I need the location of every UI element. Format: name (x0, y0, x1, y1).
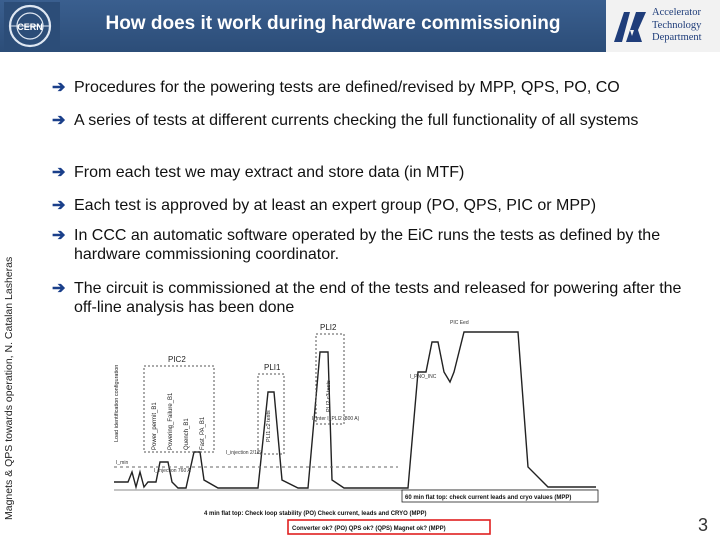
cern-logo-text: CERN (17, 22, 43, 32)
bullet-text: Each test is approved by at least an expert group (PO, QPS, PIC or MPP) (74, 197, 597, 214)
bullet-text: In CCC an automatic software operated by the EiC runs the tests as defined by the hardware commissioning coordinator. (74, 227, 661, 263)
injection-current-label: I_injection 2/1/5 (226, 450, 262, 456)
intermediate-current-label: I_inter I_PLI2 (800 A) (312, 416, 360, 422)
bullet-text: Procedures for the powering tests are defined/revised by MPP, QPS, PO, CO (74, 79, 620, 96)
bullet-text: The circuit is commissioned at the end of the tests and released for powering after the off-line analysis has been done (74, 280, 682, 316)
department-name (652, 7, 718, 45)
department-logo-icon (612, 8, 648, 44)
side-footnote: Magnets & QPS towards operation, N. Catalan Lasheras (3, 256, 15, 520)
right-arrow-icon: ➔ (52, 227, 66, 244)
department-line: Technology (652, 19, 702, 31)
right-arrow-icon: ➔ (52, 112, 66, 129)
slide-title: How does it work during hardware commissioning (105, 13, 561, 34)
right-arrow-icon: ➔ (52, 197, 66, 214)
bullet-text: From each test we may extract and store data (in MTF) (74, 164, 465, 181)
pic2-label: PIC2 (168, 355, 186, 364)
pli1-test-label: PLI1.c2 tests (266, 410, 272, 442)
pli2-test-label: PLI2.c3 tests (326, 380, 332, 412)
load-ident-label: Load identification configuration (114, 364, 120, 442)
current-profile-line (114, 332, 596, 488)
pli2-label: PLI2 (320, 323, 337, 332)
bullet-text: A series of tests at different currents checking the full functionality of all systems (74, 112, 639, 129)
fast-pa-label: Fast_PA_B1 (200, 416, 206, 450)
flat-top-note: 4 min flat top: Check loop stability (PO) Check current, leads and CRYO (MPP) (204, 511, 427, 517)
powering-failure-label: Powering_Failure_B1 (168, 392, 174, 450)
min-current-label: I_min (116, 460, 129, 466)
bullet-item (52, 163, 702, 182)
right-arrow-icon: ➔ (52, 79, 66, 96)
bullet-item (52, 196, 702, 215)
quench-label: Quench_B1 (184, 418, 190, 450)
department-logo (606, 0, 720, 52)
department-line: Department (652, 32, 702, 43)
powering-cycle-diagram (108, 312, 604, 540)
power-permit-label: Power_permit_B1 (152, 402, 158, 450)
page-number: 3 (697, 515, 708, 535)
pic-eed-label: PIC Eed (450, 320, 469, 326)
pli1-label: PLI1 (264, 363, 281, 372)
right-arrow-icon: ➔ (52, 164, 66, 181)
powering-cycle-figure (108, 312, 604, 540)
slide-header (0, 0, 720, 52)
department-line: Accelerator (652, 7, 701, 18)
plateau-note: 60 min flat top: check current leads and cryo values (MPP) (405, 495, 572, 501)
injection-760-label: I_injection 760 A (154, 468, 191, 474)
bullet-item (52, 111, 702, 130)
bullet-item (52, 226, 702, 264)
converter-check-note: Converter ok? (PO) QPS ok? (QPS) Magnet ok? (MPP) (292, 526, 446, 532)
pno-current-label: I_PNO_INC (410, 374, 437, 380)
bullet-item (52, 78, 702, 97)
cern-logo-icon (4, 2, 60, 50)
right-arrow-icon: ➔ (52, 280, 66, 297)
